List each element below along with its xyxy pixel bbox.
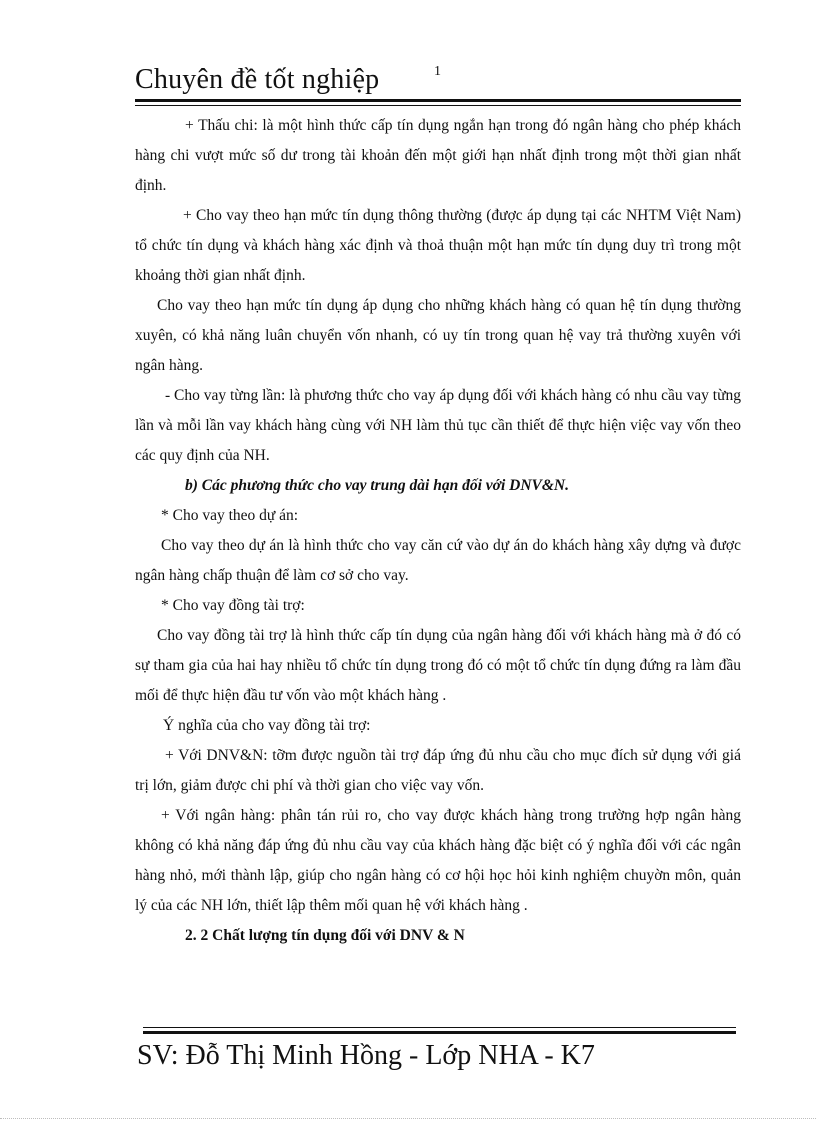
header-rule-thick bbox=[135, 99, 741, 102]
paragraph-credit-limit-usage: Cho vay theo hạn mức tín dụng áp dụng cho những khách hàng có quan hệ tín dụng thường xuyên, có khả năng luân chuyển vốn nhanh, có uy tín trong quan hệ vay trả thường xuyên với ngân hàng. bbox=[135, 297, 741, 374]
paragraph-benefit-smes: + Với DNV&N: tỡm được nguồn tài trợ đáp ứng đủ nhu cầu cho mục đích sử dụng với giá trị lớn, giảm được chi phí và thời gian cho việc vay vốn. bbox=[135, 747, 741, 794]
footer-rule-thick bbox=[143, 1031, 736, 1034]
list-item-project-loan: * Cho vay theo dự án: bbox=[161, 507, 299, 524]
paragraph-overdraft: + Thấu chi: là một hình thức cấp tín dụng ngắn hạn trong đó ngân hàng cho phép khách hàng chi vượt mức số dư trong tài khoản đến một giới hạn nhất định trong một thời gian nhất định. bbox=[135, 117, 741, 194]
section-heading-2-2: 2. 2 Chất lượng tín dụng đối với DNV & N bbox=[185, 927, 465, 944]
footer-rule-thin bbox=[143, 1027, 736, 1028]
paragraph-syndicated-meaning: Ý nghĩa của cho vay đồng tài trợ: bbox=[163, 717, 371, 734]
document-title: Chuyên đề tốt nghiệp bbox=[135, 64, 380, 95]
page-number: 1 bbox=[434, 64, 441, 79]
paragraph-credit-limit: + Cho vay theo hạn mức tín dụng thông thường (được áp dụng tại các NHTM Việt Nam) tổ chức tín dụng và khách hàng xác định và thoả thuận một hạn mức tín dụng duy trì trong một khoảng thời gian nhất định. bbox=[135, 207, 741, 284]
header-rule-thin bbox=[135, 105, 741, 106]
footer-student-info: SV: Đỗ Thị Minh Hồng - Lớp NHA - K7 bbox=[137, 1040, 595, 1071]
paragraph-project-loan: Cho vay theo dự án là hình thức cho vay căn cứ vào dự án do khách hàng xây dựng và được ngân hàng chấp thuận để làm cơ sở cho vay. bbox=[135, 537, 741, 584]
paragraph-syndicated-loan: Cho vay đồng tài trợ là hình thức cấp tín dụng của ngân hàng đối với khách hàng mà ở đó có sự tham gia của hai hay nhiều tổ chức tín dụng trong đó có một tổ chức tín dụng đứng ra làm đầu mối để thực hiện đầu tư vốn vào một khách hàng . bbox=[135, 627, 741, 704]
section-heading-b: b) Các phương thức cho vay trung dài hạn đối với DNV&N. bbox=[185, 477, 569, 494]
paragraph-single-loan: - Cho vay từng lần: là phương thức cho vay áp dụng đối với khách hàng có nhu cầu vay từng lần và mỗi lần vay khách hàng cùng với NH làm thủ tục cần thiết để thực hiện việc vay vốn theo các quy định của NH. bbox=[135, 387, 742, 464]
list-item-syndicated-loan: * Cho vay đồng tài trợ: bbox=[161, 597, 305, 614]
paragraph-benefit-banks: + Với ngân hàng: phân tán rủi ro, cho vay được khách hàng trong trường hợp ngân hàng không có khả năng đáp ứng đủ nhu cầu vay của khách hàng đặc biệt có ý nghĩa đối với các ngân hàng nhỏ, mới thành lập, giúp cho ngân hàng có cơ hội học hỏi kinh nghiệm chuyờn môn, quản lý của các NH lớn, thiết lập thêm mối quan hệ với khách hàng . bbox=[135, 807, 741, 914]
page-boundary bbox=[0, 1118, 816, 1119]
document-body bbox=[135, 111, 741, 951]
